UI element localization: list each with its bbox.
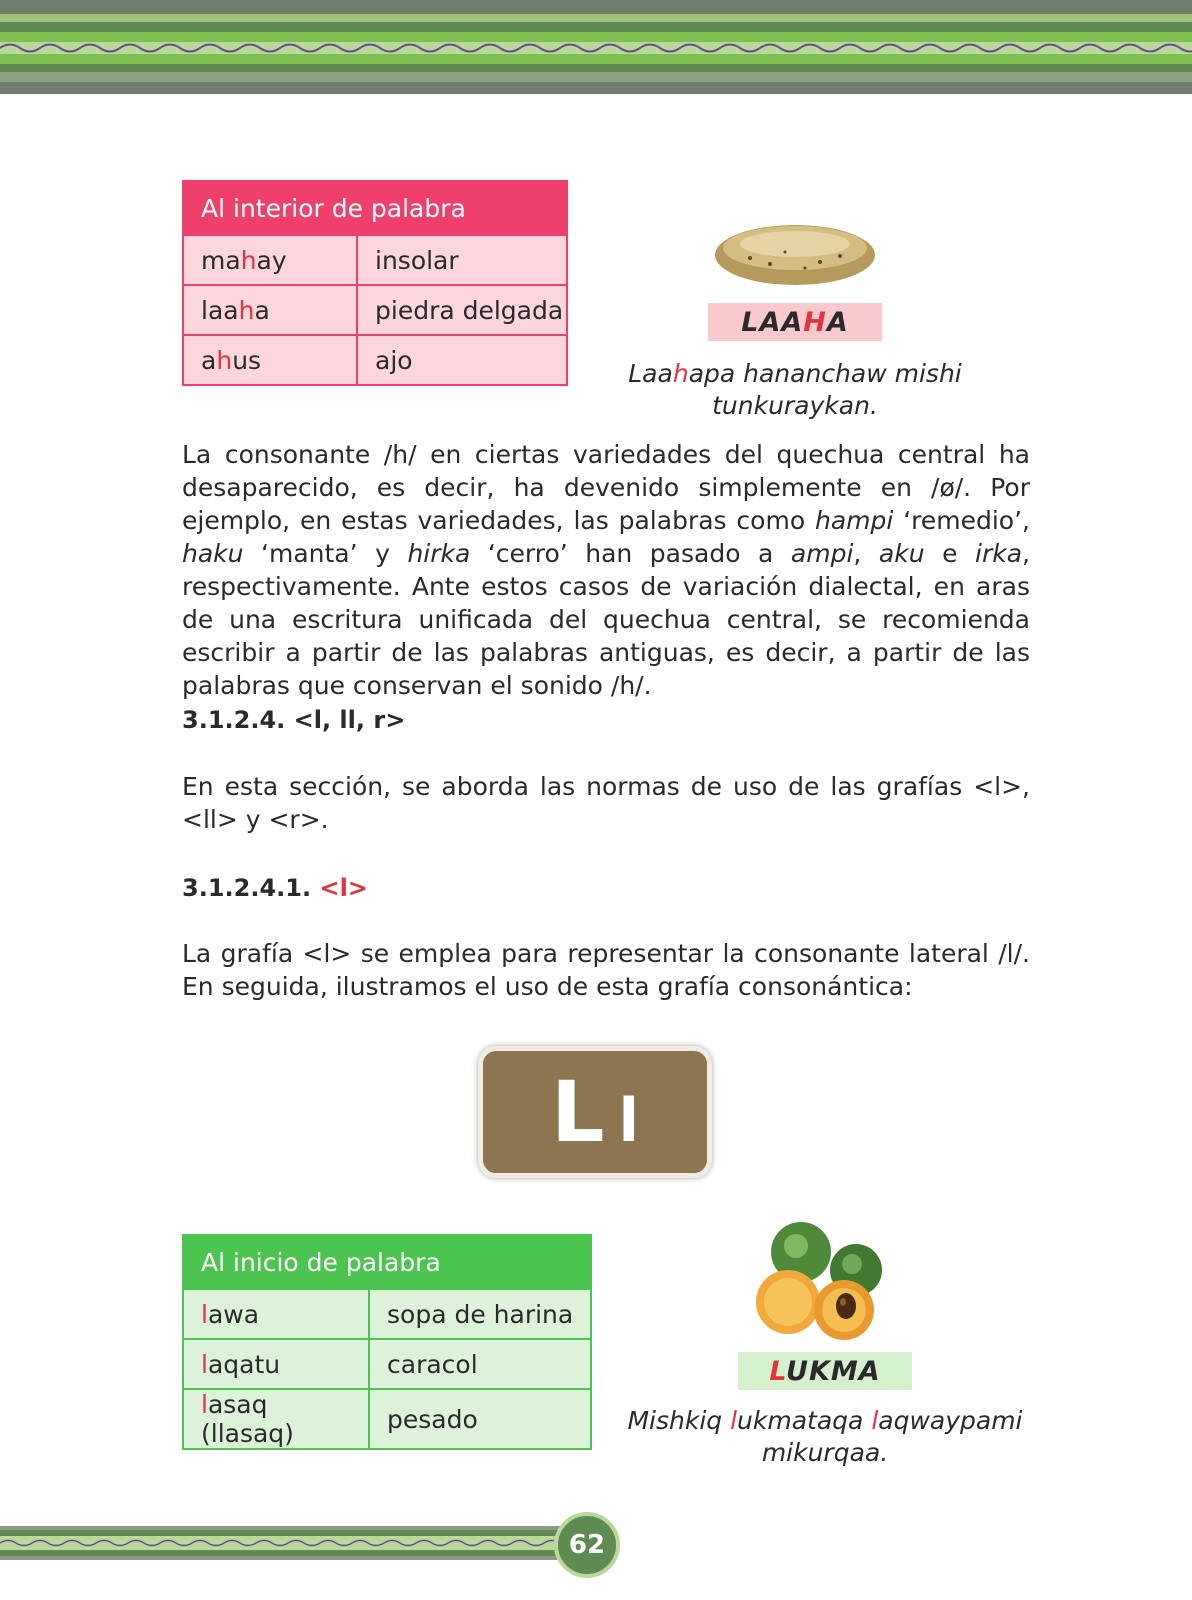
top-decorative-band [0,0,1192,94]
table-header: Al inicio de palabra [183,1235,591,1289]
table-row [183,1389,591,1449]
table-row [183,285,567,335]
lucuma-fruit-illustration [746,1210,896,1345]
page-number: 62 [568,1530,606,1560]
bottom-decorative-band [0,1526,580,1560]
table-row [183,1339,591,1389]
subsection-heading: 3.1.2.4.1. <l> [182,874,368,902]
word-cell: lasaq (llasaq) [183,1389,369,1449]
band-pattern [0,0,1192,94]
word-cell: mahay [183,235,357,285]
paragraph-h: La consonante /h/ en ciertas variedades del quechua central ha desaparecido, es decir, ha devenido simplemente en /ø/. Por ejemplo, en estas variedades, las palabras como hampi ‘remedio’, haku ‘manta’ y hirka ‘cerro’ han pasado a ampi, aku e irka, respectivamente. Ante estos casos de variación dialectal, en aras de una escritura unificada del quechua central, se recomienda escribir a partir de las palabras antiguas, es decir, a partir de las palabras que conservan el sonido /h/. [182,440,1030,700]
table-row [183,235,567,285]
page-number-badge [554,1512,620,1578]
meaning-cell: sopa de harina [369,1289,591,1339]
letter-card [478,1046,712,1178]
figure-caption-laaha: Laahapa hananchaw mishi tunkuraykan. [628,359,962,420]
table-row [183,1289,591,1339]
meaning-cell: caracol [369,1339,591,1389]
table-inicio [182,1234,592,1450]
section-heading: 3.1.2.4. <l, ll, r> [182,706,406,734]
table-header: Al interior de palabra [183,181,567,235]
meaning-cell: ajo [357,335,567,385]
word-cell: laaha [183,285,357,335]
meaning-cell: piedra delgada [357,285,567,335]
meaning-cell: insolar [357,235,567,285]
letter-upper: L [550,1063,605,1161]
word-cell: laqatu [183,1339,369,1389]
figure-label-laaha: LAAHA [708,303,882,341]
paragraph-l: La grafía <l> se emplea para representar la consonante lateral /l/. En seguida, ilustramos el uso de esta grafía consonántica: [182,939,1030,1001]
figure-label-lukma: LUKMA [738,1352,912,1390]
letter-lower: l [618,1086,640,1156]
figure-caption-lukma: Mishkiq lukmataqa laqwaypami mikurqaa. [627,1406,1023,1467]
table-interior [182,180,568,386]
meaning-cell: pesado [369,1389,591,1449]
word-cell: lawa [183,1289,369,1339]
table-row [183,335,567,385]
stone-illustration [710,200,880,300]
paragraph-section: En esta sección, se aborda las normas de uso de las grafías <l>, <ll> y <r>. [182,772,1030,834]
word-cell: ahus [183,335,357,385]
